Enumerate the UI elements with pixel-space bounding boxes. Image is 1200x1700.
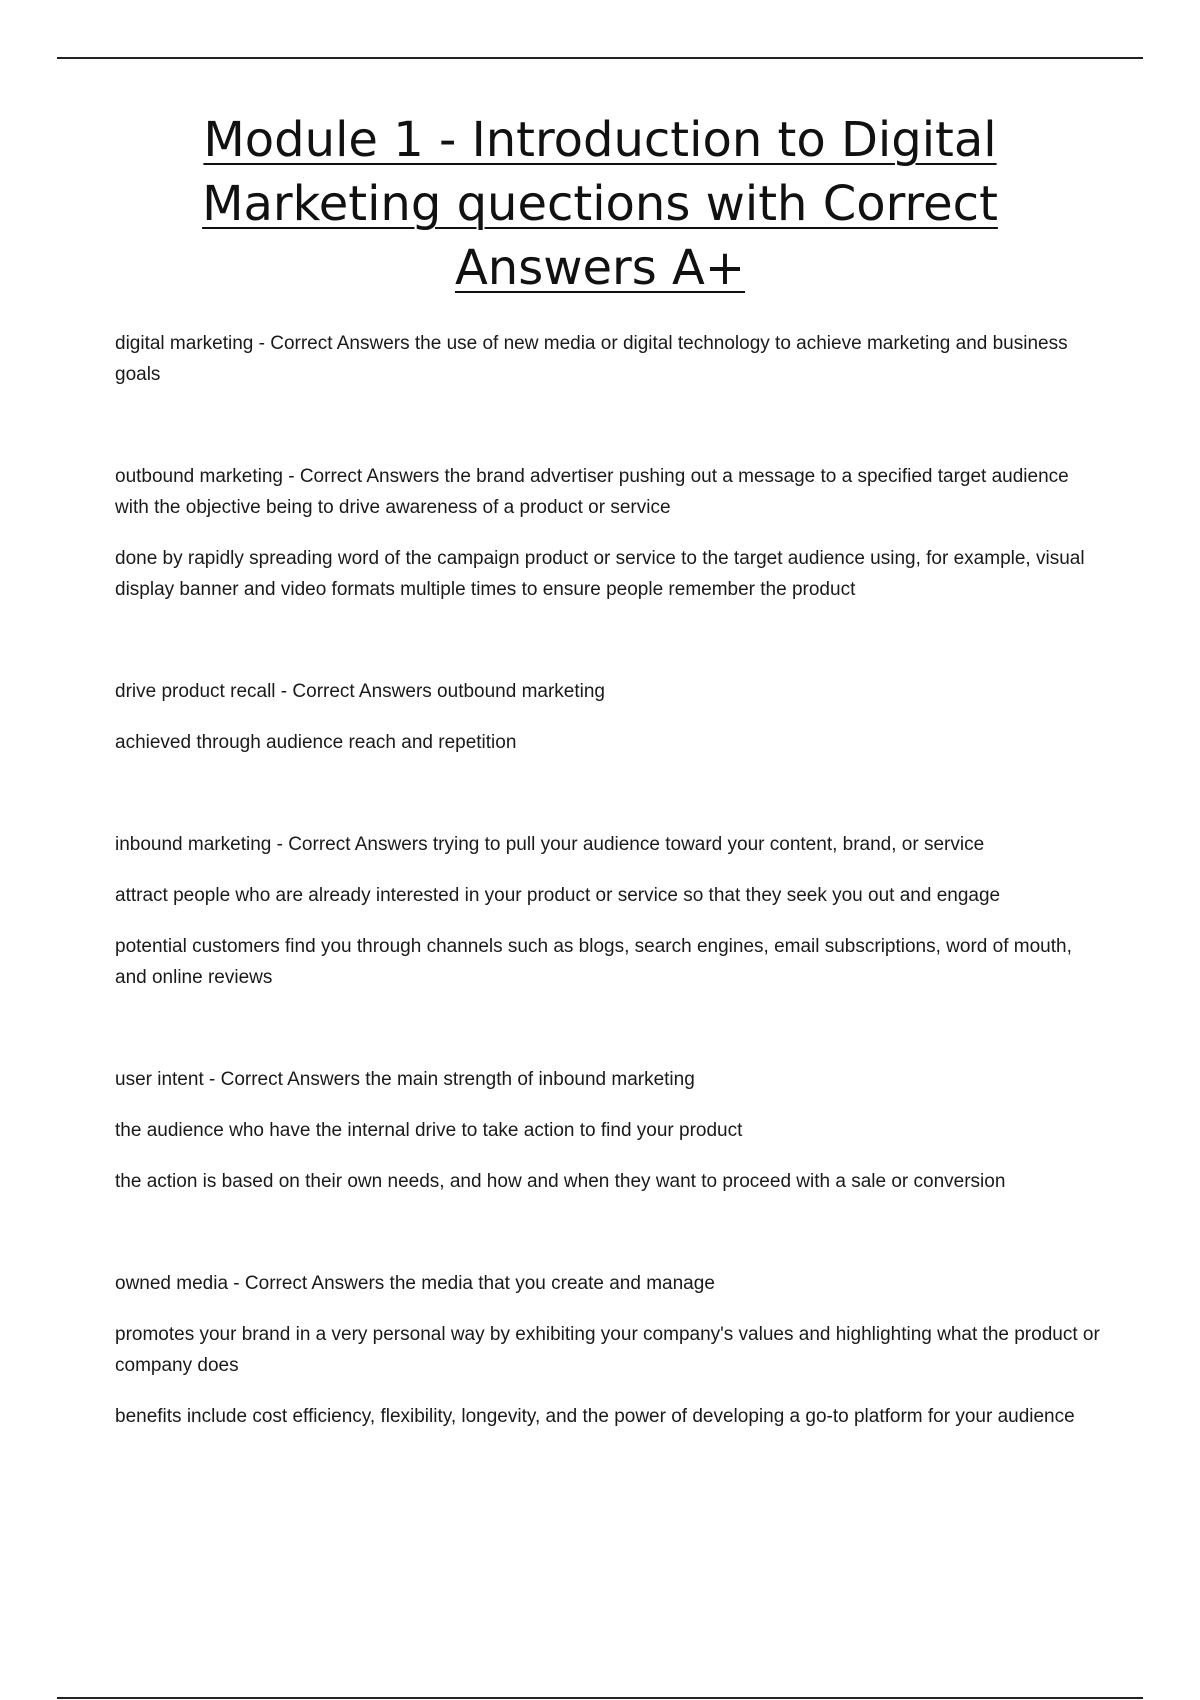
entry-line: the audience who have the internal drive to take action to find your product	[115, 1120, 743, 1141]
entry-line: the action is based on their own needs, and how and when they want to proceed with a sale or conversion	[115, 1171, 1006, 1192]
qa-entry-digital-marketing	[115, 328, 1105, 390]
entry-line: attract people who are already interested in your product or service so that they seek you out and engage	[115, 885, 1001, 906]
entry-line: benefits include cost efficiency, flexibility, longevity, and the power of developing a go-to platform for your audience	[115, 1406, 1075, 1427]
entry-line: owned media - Correct Answers the media that you create and manage	[115, 1273, 715, 1294]
entry-line: digital marketing - Correct Answers the use of new media or digital technology to achieve marketing and business goals	[115, 333, 1068, 385]
qa-entry-owned-media	[115, 1268, 1105, 1432]
document-title: Module 1 - Introduction to Digital Marketing quections with Correct Answers A+	[202, 112, 998, 296]
top-divider	[57, 57, 1143, 59]
qa-entry-drive-product-recall	[115, 676, 1105, 758]
qa-entry-user-intent	[115, 1064, 1105, 1197]
entry-line: outbound marketing - Correct Answers the brand advertiser pushing out a message to a specified target audience with the objective being to drive awareness of a product or service	[115, 466, 1069, 518]
bottom-divider	[57, 1697, 1143, 1699]
entry-line: done by rapidly spreading word of the campaign product or service to the target audience using, for example, visual display banner and video formats multiple times to ensure people remember the product	[115, 548, 1085, 600]
entry-line: promotes your brand in a very personal way by exhibiting your company's values and highlighting what the product or company does	[115, 1324, 1100, 1376]
entry-line: achieved through audience reach and repetition	[115, 732, 517, 753]
entry-line: inbound marketing - Correct Answers trying to pull your audience toward your content, brand, or service	[115, 834, 985, 855]
entry-line: user intent - Correct Answers the main strength of inbound marketing	[115, 1069, 695, 1090]
entry-line: potential customers find you through channels such as blogs, search engines, email subscriptions, word of mouth, and online reviews	[115, 936, 1072, 988]
entry-line: drive product recall - Correct Answers outbound marketing	[115, 681, 606, 702]
qa-entry-outbound-marketing	[115, 461, 1105, 605]
document-body	[115, 328, 1105, 1503]
qa-entry-inbound-marketing	[115, 829, 1105, 993]
